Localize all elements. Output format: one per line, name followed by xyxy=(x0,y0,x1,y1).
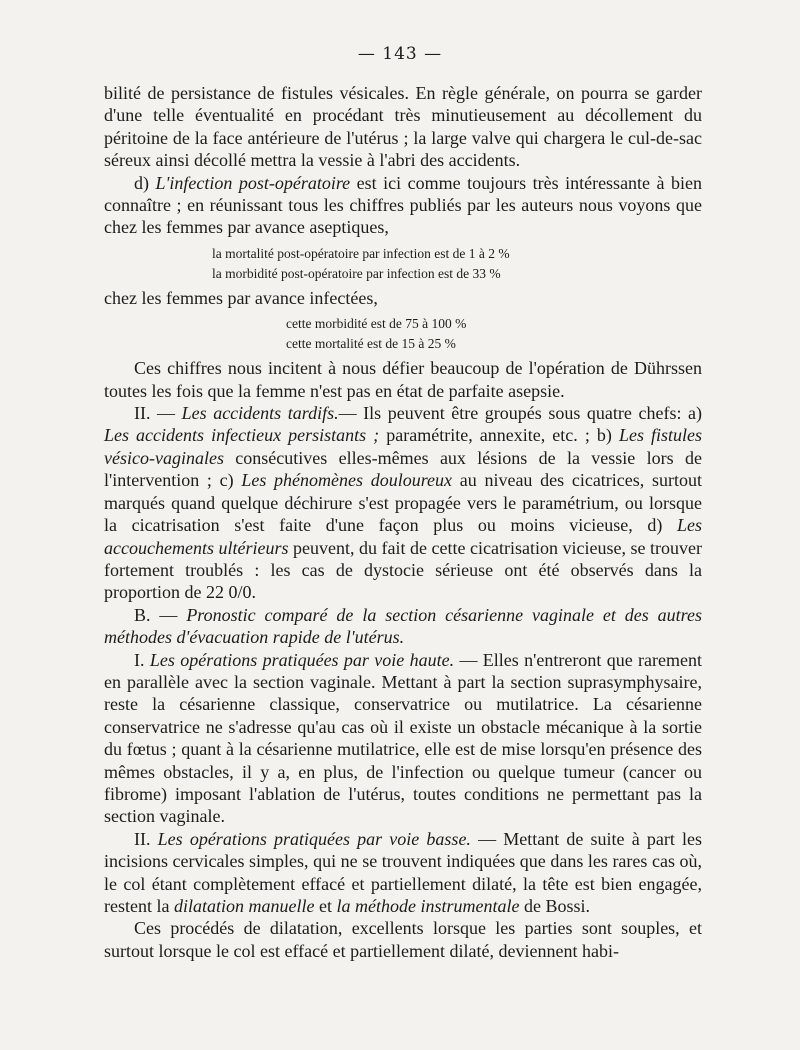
section-title-prognosis: Pronostic comparé de la section césarienne vaginale et des autres méthodes d'évacuation rapide de l'utérus. xyxy=(104,604,702,648)
text-run: et xyxy=(314,896,337,916)
chef-c: Les phénomènes douloureux xyxy=(241,470,453,491)
section-prefix: II. — xyxy=(134,403,182,424)
section-prefix: II. xyxy=(134,828,158,849)
method-instrumental: la méthode instrumentale xyxy=(336,896,520,916)
section-title-high-route: Les opérations pratiquées par voie haute. xyxy=(149,649,455,670)
stat-line: la mortalité post-opératoire par infection est de 1 à 2 % xyxy=(212,245,510,261)
text-run: au niveau des cicatrices, surtout marqués quand quelque déchirure s'est propagée vers le paramétrium, ou lorsque la cicatrisation s'est faite d'une façon plus ou moins vicieuse, d) xyxy=(104,470,702,536)
section-title-low-route: Les opérations pratiquées par voie basse. xyxy=(157,828,471,849)
text-run: paramétrite, annexite, etc. ; b) xyxy=(379,425,619,446)
paragraph-continued: bilité de persistance de fistules vésicales. En règle générale, on pourra se garder d'une telle éventualité en procédant très minutieusement au décollement du péritoine de la face antérieure de l'utérus ; la large valve qui chargera le cul-de-sac séreux ainsi décollé mettra la vessie à l'abri des accidents. xyxy=(104,83,702,171)
chef-a: Les accidents infectieux persistants ; xyxy=(104,425,380,446)
chef-b: Les fistules vésico-vaginales xyxy=(104,425,703,468)
paragraph-closing: Ces procédés de dilatation, excellents lorsque les parties sont souples, et surtout lorsque le col est effacé et partiellement dilaté, deviennent habi- xyxy=(104,918,702,961)
text-run: de Bossi. xyxy=(519,896,590,916)
stat-line: cette morbidité est de 75 à 100 % xyxy=(286,316,467,332)
text-run: — Ils peuvent être groupés sous quatre chefs: a) xyxy=(338,403,703,424)
text-run: — Elles n'entreront que rarement en parallèle avec la section vaginale. Mettant à part la section suprasymphysaire, reste la césarienne classique, conservatrice ou mutilatrice. La césarienne conservatrice ne s'adresse qu'au cas où il existe un obstacle mécanique à la sortie du fœtus ; quant à la césarienne mutilatrice, elle est de mise lorsqu'en présence des mêmes obstacles, il y a, en plus, de l'infection ou quelque tumeur (cancer ou fibrome) imposant l'ablation de l'utérus, toutes conditions ne permettant pas la section vaginale. xyxy=(104,649,702,827)
chef-d: Les accouchements ultérieurs xyxy=(104,515,702,558)
section-marker: d) xyxy=(134,172,156,193)
infected-intro: chez les femmes par avance infectées, xyxy=(104,287,378,308)
paragraph-conclusion: Ces chiffres nous incitent à nous défier beaucoup de l'opération de Dührssen toutes les fois que la femme n'est pas en état de parfaite asepsie. xyxy=(104,358,702,401)
section-prefix: B. — xyxy=(134,604,187,625)
paragraph-infection xyxy=(104,172,702,239)
section-prefix: I. xyxy=(134,649,150,670)
paragraph-high-route xyxy=(104,649,702,828)
paragraph-low-route xyxy=(104,828,702,918)
method-dilatation: dilatation manuelle xyxy=(173,896,315,916)
body-text xyxy=(104,82,702,962)
paragraph-late-accidents xyxy=(104,402,702,604)
stats-aseptic xyxy=(104,244,702,284)
paragraph-text: est ici comme toujours très intéressante à bien connaître ; en réunissant tous les chiffres publiés par les auteurs nous voyons que chez les femmes par avance aseptiques, xyxy=(104,172,703,238)
section-title-infection: L'infection post-opératoire xyxy=(155,172,351,193)
stat-line: cette mortalité est de 15 à 25 % xyxy=(286,336,456,352)
page-number: — 143 — xyxy=(357,44,443,64)
stats-infected xyxy=(104,314,702,354)
stat-line: la morbidité post-opératoire par infection est de 33 % xyxy=(212,265,501,281)
heading-prognosis xyxy=(104,604,702,649)
text-run: peuvent, du fait de cette cicatrisation vicieuse, se trouver fortement troublés : les cas de dystocie sérieuse ont été observés dans la proportion de 22 0/0. xyxy=(104,537,702,603)
text-run: — Mettant de suite à part les incisions cervicales simples, qui ne se trouvent indiquées que dans les rares cas où, le col étant complètement effacé et partiellement dilaté, la tête est bien engagée, restent la xyxy=(104,828,702,916)
text-run: consécutives elles-mêmes aux lésions de la vessie lors de l'intervention ; c) xyxy=(104,447,702,491)
section-title-late-accidents: Les accidents tardifs. xyxy=(181,403,339,424)
